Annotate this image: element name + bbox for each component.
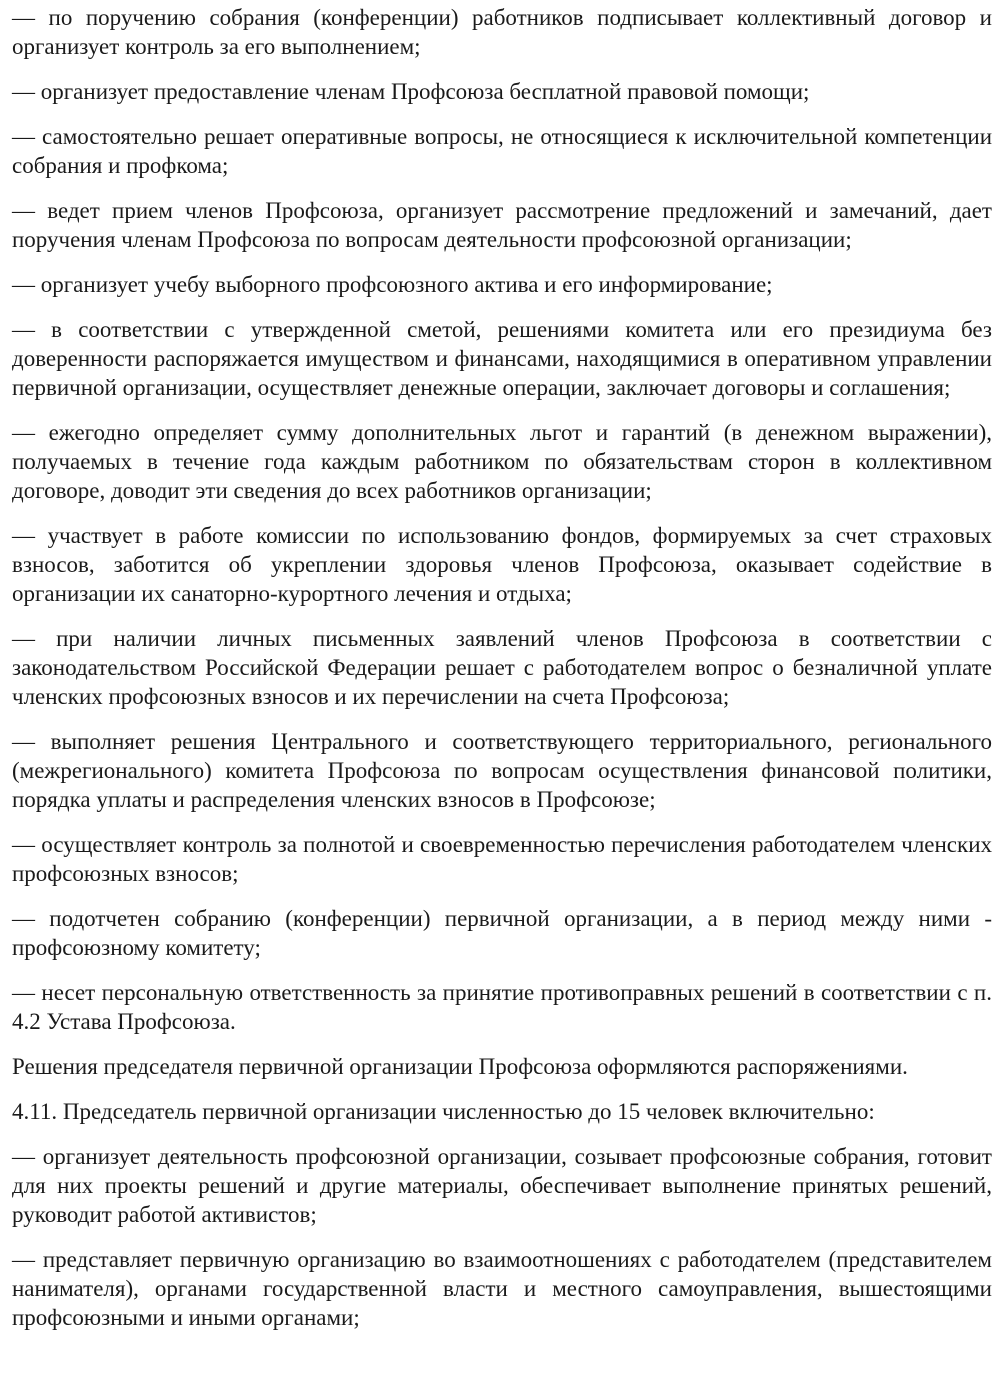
paragraph-legal-aid: — организует предоставление членам Профсоюза бесплатной правовой помощи; bbox=[12, 79, 810, 104]
paragraph-organizes-activity: — организует деятельность профсоюзной организации, созывает профсоюзные собрания, готовит для них проекты решений и другие материалы, обеспечивает выполнение принятых решений, руководит работой активистов; bbox=[12, 1144, 992, 1227]
paragraph-represents-organization: — представляет первичную организацию во взаимоотношениях с работодателем (представителем нанимателя), органами государственной власти и местного самоуправления, вышестоящими профсоюзными и иными органами; bbox=[12, 1247, 992, 1330]
paragraph-personal-responsibility: — несет персональную ответственность за принятие противоправных решений в соответствии с п. 4.2 Устава Профсоюза. bbox=[12, 980, 992, 1034]
paragraph-accountability: — подотчетен собранию (конференции) первичной организации, а в период между ними - профсоюзному комитету; bbox=[12, 906, 992, 960]
document-page bbox=[12, 0, 992, 1348]
paragraph-financial-policy: — выполняет решения Центрального и соответствующего территориального, регионального (межрегионального) комитета Профсоюза по вопросам осуществления финансовой политики, порядка уплаты и распределения членских взносов в Профсоюзе; bbox=[12, 729, 992, 812]
paragraph-cashless-dues: — при наличии личных письменных заявлений членов Профсоюза в соответствии с законодательством Российской Федерации решает с работодателем вопрос о безналичной уплате членских профсоюзных взносов и их перечислении на счета Профсоюза; bbox=[12, 626, 992, 709]
section-heading-4-11: 4.11. Председатель первичной организации численностью до 15 человек включительно: bbox=[12, 1099, 875, 1124]
paragraph-activist-training: — организует учебу выборного профсоюзного актива и его информирование; bbox=[12, 272, 773, 297]
paragraph-property-finance: — в соответствии с утвержденной сметой, решениями комитета или его президиума без доверенности распоряжается имуществом и финансами, находящимися в оперативном управлении первичной организации, осуществляет денежные операции, заключает договоры и соглашения; bbox=[12, 317, 992, 400]
paragraph-dues-control: — осуществляет контроль за полнотой и своевременностью перечисления работодателем членских профсоюзных взносов; bbox=[12, 832, 992, 886]
paragraph-funds-commission: — участвует в работе комиссии по использованию фондов, формируемых за счет страховых взносов, заботится об укреплении здоровья членов Профсоюза, оказывает содействие в организации их санаторно-курортного лечения и отдыха; bbox=[12, 523, 992, 606]
paragraph-annual-benefits: — ежегодно определяет сумму дополнительных льгот и гарантий (в денежном выражении), получаемых в течение года каждым работником по обязательствам сторон в коллективном договоре, доводит эти сведения до всех работников организации; bbox=[12, 420, 992, 503]
paragraph-chairman-decisions: Решения председателя первичной организации Профсоюза оформляются распоряжениями. bbox=[12, 1054, 908, 1079]
paragraph-member-reception: — ведет прием членов Профсоюза, организует рассмотрение предложений и замечаний, дает поручения членам Профсоюза по вопросам деятельности профсоюзной организации; bbox=[12, 198, 992, 252]
paragraph-operational-questions: — самостоятельно решает оперативные вопросы, не относящиеся к исключительной компетенции собрания и профкома; bbox=[12, 124, 992, 178]
paragraph-signs-collective-agreement: — по поручению собрания (конференции) работников подписывает коллективный договор и организует контроль за его выполнением; bbox=[12, 5, 992, 59]
